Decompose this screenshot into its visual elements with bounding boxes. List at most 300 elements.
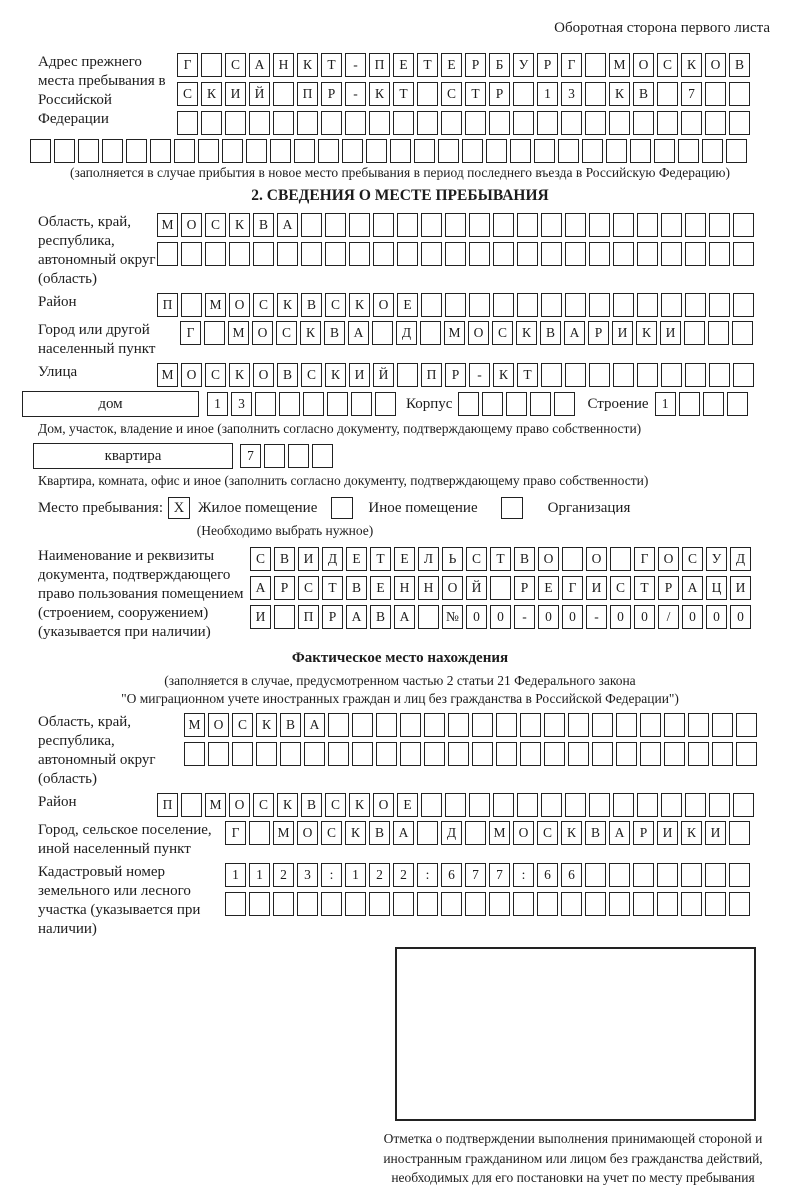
char-cell[interactable]	[482, 392, 503, 416]
char-cell[interactable]: 3	[231, 392, 252, 416]
char-cell[interactable]: 6	[561, 863, 582, 887]
char-cell[interactable]	[681, 892, 702, 916]
char-cell[interactable]	[421, 293, 442, 317]
char-cell[interactable]	[253, 242, 274, 266]
char-cell[interactable]: :	[513, 863, 534, 887]
char-cell[interactable]: Н	[273, 53, 294, 77]
char-cell[interactable]	[729, 892, 750, 916]
char-cell[interactable]: Т	[370, 547, 391, 571]
char-cell[interactable]	[366, 139, 387, 163]
char-cell[interactable]	[637, 213, 658, 237]
char-cell[interactable]: П	[157, 793, 178, 817]
char-cell[interactable]: 2	[273, 863, 294, 887]
char-cell[interactable]	[201, 111, 222, 135]
char-cell[interactable]: С	[250, 547, 271, 571]
char-cell[interactable]: С	[492, 321, 513, 345]
char-cell[interactable]	[325, 242, 346, 266]
char-cell[interactable]	[472, 742, 493, 766]
char-cell[interactable]	[733, 293, 754, 317]
char-cell[interactable]: Е	[394, 547, 415, 571]
char-cell[interactable]	[472, 713, 493, 737]
char-cell[interactable]: Т	[634, 576, 655, 600]
char-cell[interactable]	[613, 213, 634, 237]
char-cell[interactable]: Н	[394, 576, 415, 600]
char-cell[interactable]: С	[298, 576, 319, 600]
char-cell[interactable]	[582, 139, 603, 163]
char-cell[interactable]: 0	[538, 605, 559, 629]
char-cell[interactable]	[345, 892, 366, 916]
char-cell[interactable]	[565, 793, 586, 817]
char-cell[interactable]: К	[349, 793, 370, 817]
char-cell[interactable]: А	[346, 605, 367, 629]
char-cell[interactable]: Д	[441, 821, 462, 845]
char-cell[interactable]	[592, 742, 613, 766]
char-cell[interactable]	[541, 793, 562, 817]
char-cell[interactable]: 7	[681, 82, 702, 106]
char-cell[interactable]	[736, 713, 757, 737]
char-cell[interactable]: -	[586, 605, 607, 629]
char-cell[interactable]: О	[181, 213, 202, 237]
char-cell[interactable]	[270, 139, 291, 163]
char-cell[interactable]: К	[325, 363, 346, 387]
char-cell[interactable]	[712, 713, 733, 737]
char-cell[interactable]: М	[273, 821, 294, 845]
char-cell[interactable]: С	[657, 53, 678, 77]
char-cell[interactable]	[400, 713, 421, 737]
char-cell[interactable]: В	[301, 293, 322, 317]
char-cell[interactable]	[208, 742, 229, 766]
char-cell[interactable]	[726, 139, 747, 163]
char-cell[interactable]	[733, 363, 754, 387]
char-cell[interactable]: -	[514, 605, 535, 629]
char-cell[interactable]: О	[442, 576, 463, 600]
char-cell[interactable]: Г	[225, 821, 246, 845]
char-cell[interactable]	[375, 392, 396, 416]
char-cell[interactable]: Ь	[442, 547, 463, 571]
char-cell[interactable]: К	[369, 82, 390, 106]
char-cell[interactable]: С	[441, 82, 462, 106]
char-cell[interactable]	[637, 242, 658, 266]
char-cell[interactable]	[351, 392, 372, 416]
char-cell[interactable]	[273, 82, 294, 106]
char-cell[interactable]	[376, 742, 397, 766]
char-cell[interactable]: К	[201, 82, 222, 106]
char-cell[interactable]	[255, 392, 276, 416]
char-cell[interactable]: 7	[465, 863, 486, 887]
char-cell[interactable]	[541, 213, 562, 237]
char-cell[interactable]	[537, 111, 558, 135]
char-cell[interactable]: Р	[445, 363, 466, 387]
char-cell[interactable]: К	[277, 293, 298, 317]
char-cell[interactable]	[321, 111, 342, 135]
char-cell[interactable]	[585, 82, 606, 106]
char-cell[interactable]: О	[297, 821, 318, 845]
char-cell[interactable]	[54, 139, 75, 163]
char-cell[interactable]	[609, 863, 630, 887]
char-cell[interactable]: Т	[393, 82, 414, 106]
char-cell[interactable]	[517, 293, 538, 317]
char-cell[interactable]	[181, 242, 202, 266]
char-cell[interactable]	[294, 139, 315, 163]
char-cell[interactable]: С	[325, 293, 346, 317]
char-cell[interactable]	[184, 742, 205, 766]
char-cell[interactable]: Г	[634, 547, 655, 571]
char-cell[interactable]	[530, 392, 551, 416]
char-cell[interactable]	[421, 213, 442, 237]
char-cell[interactable]: Й	[466, 576, 487, 600]
char-cell[interactable]	[568, 713, 589, 737]
char-cell[interactable]	[733, 793, 754, 817]
char-cell[interactable]: А	[564, 321, 585, 345]
char-cell[interactable]	[327, 392, 348, 416]
char-cell[interactable]: С	[205, 363, 226, 387]
char-cell[interactable]	[585, 892, 606, 916]
char-cell[interactable]: О	[229, 793, 250, 817]
char-cell[interactable]	[685, 363, 706, 387]
char-cell[interactable]	[664, 742, 685, 766]
apartment-field-label[interactable]: квартира	[33, 443, 233, 469]
char-cell[interactable]	[703, 392, 724, 416]
char-cell[interactable]	[541, 363, 562, 387]
char-cell[interactable]: К	[345, 821, 366, 845]
char-cell[interactable]	[345, 111, 366, 135]
char-cell[interactable]: М	[489, 821, 510, 845]
char-cell[interactable]: С	[537, 821, 558, 845]
char-cell[interactable]	[229, 242, 250, 266]
char-cell[interactable]	[369, 111, 390, 135]
char-cell[interactable]	[445, 293, 466, 317]
char-cell[interactable]: Т	[322, 576, 343, 600]
char-cell[interactable]: С	[301, 363, 322, 387]
char-cell[interactable]	[424, 742, 445, 766]
char-cell[interactable]	[204, 321, 225, 345]
char-cell[interactable]	[493, 293, 514, 317]
char-cell[interactable]	[352, 742, 373, 766]
char-cell[interactable]	[312, 444, 333, 468]
char-cell[interactable]: К	[681, 821, 702, 845]
char-cell[interactable]: К	[609, 82, 630, 106]
char-cell[interactable]: К	[229, 213, 250, 237]
char-cell[interactable]: П	[369, 53, 390, 77]
char-cell[interactable]	[637, 293, 658, 317]
char-cell[interactable]: 1	[249, 863, 270, 887]
char-cell[interactable]	[609, 892, 630, 916]
char-cell[interactable]	[325, 213, 346, 237]
char-cell[interactable]	[376, 713, 397, 737]
char-cell[interactable]: Р	[588, 321, 609, 345]
checkbox-organizatsiya[interactable]	[501, 497, 523, 519]
char-cell[interactable]: С	[205, 213, 226, 237]
char-cell[interactable]: У	[706, 547, 727, 571]
char-cell[interactable]	[544, 713, 565, 737]
char-cell[interactable]: В	[633, 82, 654, 106]
char-cell[interactable]	[565, 213, 586, 237]
char-cell[interactable]	[448, 742, 469, 766]
char-cell[interactable]	[489, 111, 510, 135]
char-cell[interactable]: Д	[396, 321, 417, 345]
char-cell[interactable]	[729, 111, 750, 135]
char-cell[interactable]	[490, 576, 511, 600]
char-cell[interactable]: Д	[322, 547, 343, 571]
char-cell[interactable]	[465, 892, 486, 916]
char-cell[interactable]	[513, 82, 534, 106]
char-cell[interactable]	[616, 742, 637, 766]
char-cell[interactable]	[349, 213, 370, 237]
char-cell[interactable]: 1	[537, 82, 558, 106]
char-cell[interactable]	[249, 111, 270, 135]
char-cell[interactable]	[688, 713, 709, 737]
char-cell[interactable]	[685, 793, 706, 817]
char-cell[interactable]: -	[345, 82, 366, 106]
char-cell[interactable]	[181, 793, 202, 817]
char-cell[interactable]: Р	[465, 53, 486, 77]
char-cell[interactable]	[150, 139, 171, 163]
char-cell[interactable]	[562, 547, 583, 571]
char-cell[interactable]: В	[369, 821, 390, 845]
char-cell[interactable]: Е	[370, 576, 391, 600]
char-cell[interactable]: А	[250, 576, 271, 600]
char-cell[interactable]	[708, 321, 729, 345]
char-cell[interactable]: М	[157, 363, 178, 387]
char-cell[interactable]	[684, 321, 705, 345]
char-cell[interactable]: Р	[658, 576, 679, 600]
char-cell[interactable]	[657, 863, 678, 887]
char-cell[interactable]: Б	[489, 53, 510, 77]
char-cell[interactable]: К	[277, 793, 298, 817]
char-cell[interactable]: С	[253, 293, 274, 317]
char-cell[interactable]: К	[493, 363, 514, 387]
char-cell[interactable]	[342, 139, 363, 163]
char-cell[interactable]	[373, 242, 394, 266]
char-cell[interactable]: Ц	[706, 576, 727, 600]
char-cell[interactable]	[729, 821, 750, 845]
char-cell[interactable]	[736, 742, 757, 766]
char-cell[interactable]	[393, 892, 414, 916]
char-cell[interactable]	[661, 793, 682, 817]
char-cell[interactable]: -	[469, 363, 490, 387]
char-cell[interactable]	[78, 139, 99, 163]
char-cell[interactable]	[102, 139, 123, 163]
char-cell[interactable]	[301, 242, 322, 266]
char-cell[interactable]	[541, 242, 562, 266]
char-cell[interactable]: Г	[561, 53, 582, 77]
char-cell[interactable]	[537, 892, 558, 916]
char-cell[interactable]	[277, 242, 298, 266]
char-cell[interactable]: Р	[633, 821, 654, 845]
char-cell[interactable]	[517, 213, 538, 237]
char-cell[interactable]	[705, 892, 726, 916]
char-cell[interactable]	[705, 863, 726, 887]
char-cell[interactable]: /	[658, 605, 679, 629]
char-cell[interactable]	[304, 742, 325, 766]
char-cell[interactable]	[679, 392, 700, 416]
char-cell[interactable]	[372, 321, 393, 345]
char-cell[interactable]: О	[373, 293, 394, 317]
char-cell[interactable]	[637, 363, 658, 387]
char-cell[interactable]	[510, 139, 531, 163]
char-cell[interactable]	[369, 892, 390, 916]
char-cell[interactable]: О	[229, 293, 250, 317]
char-cell[interactable]: Е	[538, 576, 559, 600]
char-cell[interactable]: М	[228, 321, 249, 345]
char-cell[interactable]	[303, 392, 324, 416]
char-cell[interactable]: О	[181, 363, 202, 387]
char-cell[interactable]	[222, 139, 243, 163]
char-cell[interactable]: А	[249, 53, 270, 77]
char-cell[interactable]: Д	[730, 547, 751, 571]
char-cell[interactable]	[273, 111, 294, 135]
char-cell[interactable]	[705, 82, 726, 106]
char-cell[interactable]: 1	[207, 392, 228, 416]
char-cell[interactable]: С	[276, 321, 297, 345]
char-cell[interactable]	[486, 139, 507, 163]
char-cell[interactable]	[685, 213, 706, 237]
char-cell[interactable]	[534, 139, 555, 163]
char-cell[interactable]: К	[349, 293, 370, 317]
char-cell[interactable]: В	[585, 821, 606, 845]
char-cell[interactable]	[554, 392, 575, 416]
char-cell[interactable]	[496, 742, 517, 766]
char-cell[interactable]	[630, 139, 651, 163]
char-cell[interactable]: Р	[489, 82, 510, 106]
char-cell[interactable]	[592, 713, 613, 737]
char-cell[interactable]	[465, 111, 486, 135]
char-cell[interactable]: Г	[177, 53, 198, 77]
char-cell[interactable]	[606, 139, 627, 163]
char-cell[interactable]: Р	[514, 576, 535, 600]
char-cell[interactable]	[513, 892, 534, 916]
char-cell[interactable]	[729, 82, 750, 106]
char-cell[interactable]: К	[681, 53, 702, 77]
char-cell[interactable]: 6	[441, 863, 462, 887]
char-cell[interactable]: 1	[345, 863, 366, 887]
char-cell[interactable]	[681, 111, 702, 135]
char-cell[interactable]	[297, 111, 318, 135]
char-cell[interactable]	[280, 742, 301, 766]
char-cell[interactable]: В	[280, 713, 301, 737]
char-cell[interactable]	[181, 293, 202, 317]
char-cell[interactable]: Н	[418, 576, 439, 600]
char-cell[interactable]: И	[586, 576, 607, 600]
char-cell[interactable]	[496, 713, 517, 737]
char-cell[interactable]: В	[277, 363, 298, 387]
char-cell[interactable]: А	[277, 213, 298, 237]
char-cell[interactable]	[201, 53, 222, 77]
char-cell[interactable]: К	[297, 53, 318, 77]
char-cell[interactable]: Т	[417, 53, 438, 77]
char-cell[interactable]: С	[232, 713, 253, 737]
char-cell[interactable]	[400, 742, 421, 766]
char-cell[interactable]: 3	[561, 82, 582, 106]
char-cell[interactable]	[279, 392, 300, 416]
char-cell[interactable]: В	[346, 576, 367, 600]
char-cell[interactable]	[301, 213, 322, 237]
char-cell[interactable]	[657, 111, 678, 135]
char-cell[interactable]	[397, 363, 418, 387]
char-cell[interactable]: Т	[490, 547, 511, 571]
char-cell[interactable]	[349, 242, 370, 266]
char-cell[interactable]	[273, 892, 294, 916]
char-cell[interactable]	[589, 213, 610, 237]
char-cell[interactable]	[418, 605, 439, 629]
char-cell[interactable]	[417, 821, 438, 845]
char-cell[interactable]	[493, 242, 514, 266]
char-cell[interactable]: 0	[634, 605, 655, 629]
char-cell[interactable]	[585, 111, 606, 135]
char-cell[interactable]	[393, 111, 414, 135]
char-cell[interactable]	[709, 293, 730, 317]
char-cell[interactable]: 0	[490, 605, 511, 629]
char-cell[interactable]: Т	[465, 82, 486, 106]
char-cell[interactable]: 0	[682, 605, 703, 629]
char-cell[interactable]: О	[513, 821, 534, 845]
char-cell[interactable]: С	[466, 547, 487, 571]
char-cell[interactable]: Р	[322, 605, 343, 629]
char-cell[interactable]: В	[253, 213, 274, 237]
char-cell[interactable]	[561, 892, 582, 916]
char-cell[interactable]	[157, 242, 178, 266]
char-cell[interactable]	[712, 742, 733, 766]
char-cell[interactable]	[458, 392, 479, 416]
char-cell[interactable]	[126, 139, 147, 163]
char-cell[interactable]	[609, 111, 630, 135]
char-cell[interactable]	[414, 139, 435, 163]
char-cell[interactable]: И	[612, 321, 633, 345]
char-cell[interactable]: Е	[441, 53, 462, 77]
char-cell[interactable]: О	[468, 321, 489, 345]
char-cell[interactable]: Г	[180, 321, 201, 345]
char-cell[interactable]: О	[586, 547, 607, 571]
char-cell[interactable]: 7	[489, 863, 510, 887]
char-cell[interactable]: О	[252, 321, 273, 345]
char-cell[interactable]	[685, 242, 706, 266]
char-cell[interactable]	[589, 293, 610, 317]
char-cell[interactable]	[685, 293, 706, 317]
char-cell[interactable]: С	[253, 793, 274, 817]
char-cell[interactable]: К	[636, 321, 657, 345]
char-cell[interactable]: С	[325, 793, 346, 817]
char-cell[interactable]	[493, 793, 514, 817]
char-cell[interactable]	[729, 863, 750, 887]
char-cell[interactable]	[705, 111, 726, 135]
char-cell[interactable]	[661, 213, 682, 237]
char-cell[interactable]	[445, 213, 466, 237]
char-cell[interactable]: 0	[730, 605, 751, 629]
char-cell[interactable]: О	[538, 547, 559, 571]
char-cell[interactable]: П	[157, 293, 178, 317]
char-cell[interactable]	[249, 821, 270, 845]
char-cell[interactable]	[469, 293, 490, 317]
char-cell[interactable]: С	[321, 821, 342, 845]
char-cell[interactable]: С	[225, 53, 246, 77]
char-cell[interactable]	[232, 742, 253, 766]
char-cell[interactable]	[610, 547, 631, 571]
char-cell[interactable]: М	[157, 213, 178, 237]
char-cell[interactable]: У	[513, 53, 534, 77]
char-cell[interactable]: 0	[610, 605, 631, 629]
char-cell[interactable]	[661, 363, 682, 387]
char-cell[interactable]	[616, 713, 637, 737]
char-cell[interactable]	[417, 111, 438, 135]
char-cell[interactable]	[177, 111, 198, 135]
char-cell[interactable]: 7	[240, 444, 261, 468]
char-cell[interactable]	[424, 713, 445, 737]
char-cell[interactable]: Р	[321, 82, 342, 106]
char-cell[interactable]	[613, 793, 634, 817]
char-cell[interactable]	[640, 742, 661, 766]
char-cell[interactable]	[297, 892, 318, 916]
char-cell[interactable]: А	[394, 605, 415, 629]
